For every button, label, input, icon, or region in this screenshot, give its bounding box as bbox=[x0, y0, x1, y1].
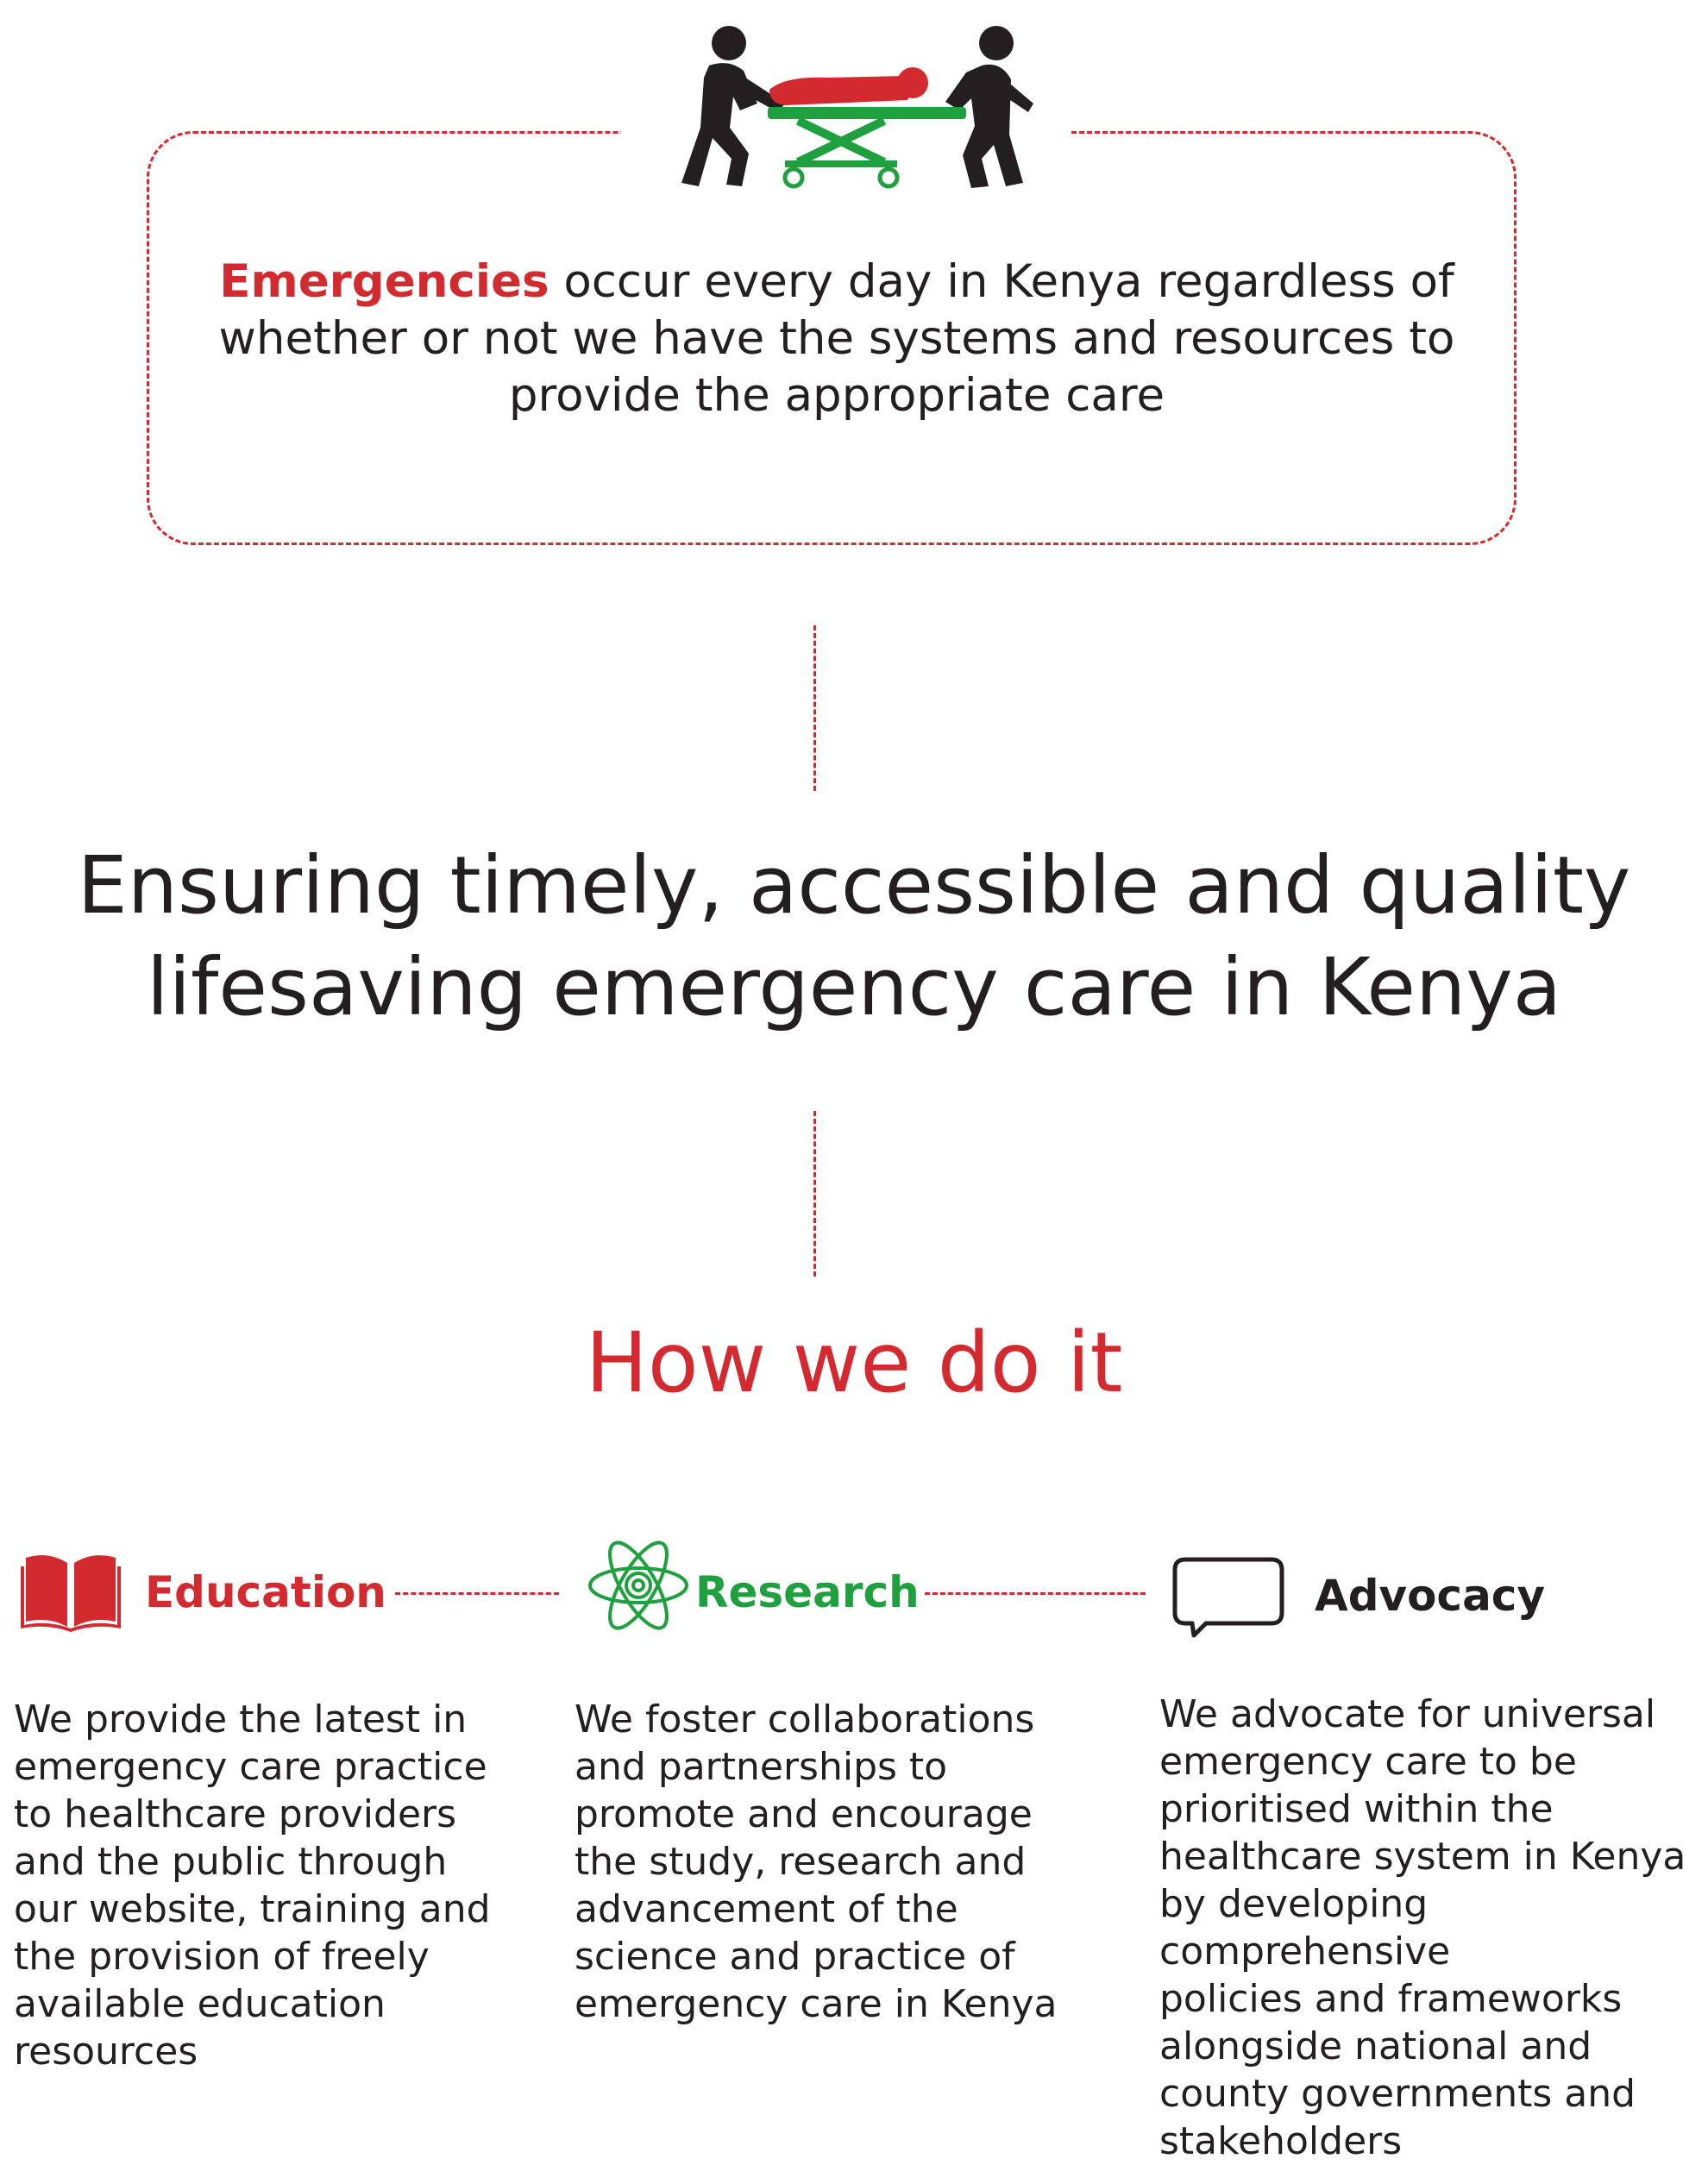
mission-line-1: Ensuring timely, accessible and quality bbox=[77, 839, 1631, 932]
connector-line-top bbox=[813, 625, 816, 791]
pillar-title-education: Education bbox=[145, 1567, 386, 1617]
intro-statement bbox=[207, 254, 1466, 424]
pillar-text-education: We provide the latest in emergency care practice to healthcare providers and the public through our website, training and the provision of freely available education resources bbox=[14, 1697, 491, 2074]
atom-icon bbox=[587, 1532, 690, 1639]
stretcher-rescue-icon bbox=[656, 24, 1035, 197]
pillar-title-advocacy: Advocacy bbox=[1315, 1571, 1546, 1621]
mission-line-2: lifesaving emergency care in Kenya bbox=[146, 941, 1562, 1033]
open-book-icon bbox=[19, 1549, 122, 1632]
intro-highlight: Emergencies bbox=[219, 255, 549, 308]
pillar-text-advocacy: We advocate for universal emergency care to be prioritised within the healthcare system in Kenya by developing comprehensive policies and frameworks alongside national and county governments and stakeholders bbox=[1159, 1692, 1686, 2163]
pillar-text-research: We foster collaborations and partnerships to promote and encourage the study, research and advancement of the science and practice of emergency care in Kenya bbox=[575, 1697, 1058, 2026]
intro-body: occur every day in Kenya regardless of whether or not we have the systems and resources to provide the appropriate care bbox=[218, 255, 1455, 422]
connector-line-edu-res bbox=[395, 1592, 559, 1595]
connector-line-res-adv bbox=[925, 1592, 1146, 1595]
how-we-do-it-heading: How we do it bbox=[585, 1315, 1123, 1411]
mission-statement bbox=[35, 835, 1673, 1039]
pillar-title-research: Research bbox=[695, 1567, 920, 1617]
speech-bubble-icon bbox=[1171, 1556, 1285, 1639]
connector-line-middle bbox=[813, 1111, 816, 1277]
